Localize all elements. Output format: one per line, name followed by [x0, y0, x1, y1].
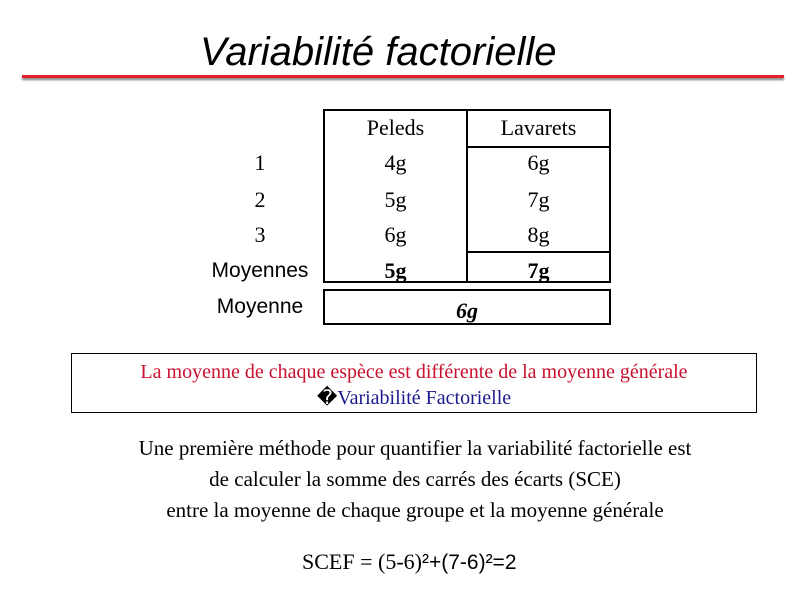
variability-label: Variabilité Factorielle	[337, 387, 512, 409]
paragraph-line: de calculer la somme des carrés des écarts (SCE)	[209, 467, 621, 491]
row-label: 1	[254, 150, 266, 175]
paragraph-line: Une première méthode pour quantifier la variabilité factorielle est	[138, 436, 692, 460]
peleds-mean: 5g	[384, 258, 407, 283]
header-peleds: Peleds	[366, 115, 425, 140]
header-lavarets: Lavarets	[500, 115, 577, 140]
lavarets-mean: 7g	[527, 258, 550, 283]
conclusion-box	[71, 353, 757, 413]
arrow-icon: �	[316, 387, 338, 409]
peleds-value: 4g	[384, 150, 407, 175]
formula-expression: ²+(7-6)²=2	[421, 551, 517, 574]
lavarets-value: 7g	[527, 187, 550, 212]
lavarets-value: 8g	[527, 222, 550, 247]
method-paragraph	[60, 433, 770, 526]
data-table	[197, 109, 611, 325]
peleds-value: 6g	[384, 222, 407, 247]
row-label: 3	[254, 222, 266, 247]
conclusion-text: La moyenne de chaque espèce est différente de la moyenne générale	[140, 361, 688, 383]
title-underline	[22, 75, 784, 78]
paragraph-line: entre la moyenne de chaque groupe et la moyenne générale	[166, 498, 664, 522]
conclusion-result	[72, 385, 756, 411]
formula-label: SCEF = (5-6)	[302, 549, 422, 574]
means-label: Moyennes	[211, 259, 309, 282]
row-label: 2	[254, 187, 266, 212]
lavarets-value: 6g	[527, 150, 550, 175]
overall-mean-value: 6g	[456, 298, 478, 323]
slide-title: Variabilité factorielle	[200, 30, 557, 74]
scef-formula	[302, 549, 517, 576]
overall-mean-label: Moyenne	[216, 295, 304, 318]
peleds-value: 5g	[384, 187, 407, 212]
